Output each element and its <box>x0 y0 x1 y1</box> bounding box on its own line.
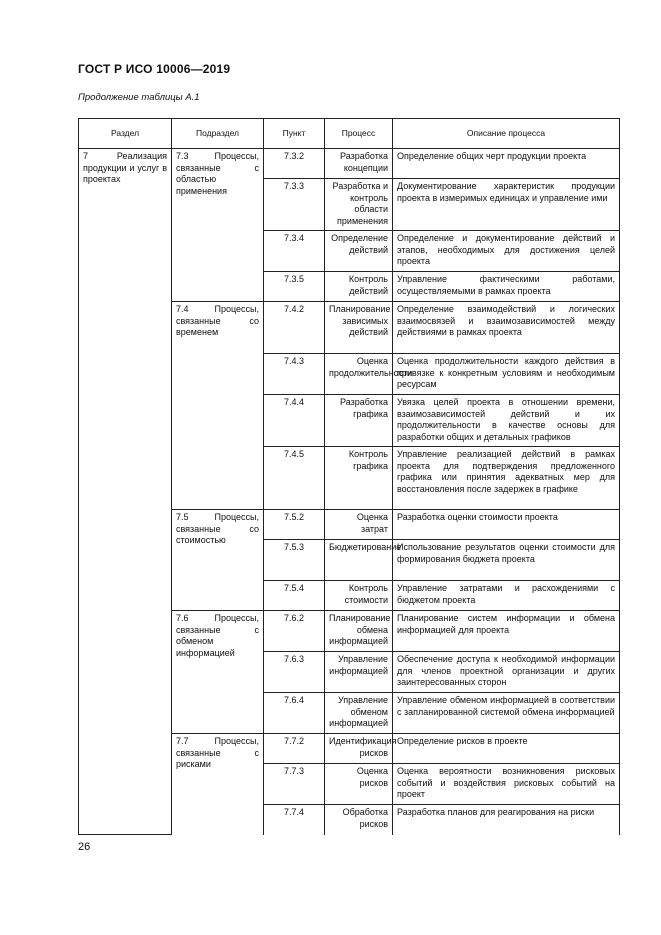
clause-cell: 7.3.2 <box>264 149 325 179</box>
table-caption: Продолжение таблицы А.1 <box>78 92 200 103</box>
process-cell: Планирование обмена информацией <box>325 611 393 652</box>
clause-cell: 7.6.3 <box>264 652 325 693</box>
page-number: 26 <box>78 841 91 853</box>
process-cell: Контроль действий <box>325 272 393 302</box>
clause-cell: 7.5.4 <box>264 581 325 611</box>
description-cell: Использование результатов оценки стоимости для формирования бюджета проекта <box>393 540 620 581</box>
process-cell: Оценка рисков <box>325 764 393 805</box>
process-cell: Планирование зависимых действий <box>325 302 393 354</box>
description-cell: Управление обменом информацией в соответствии с запланированной системой обмена информацией <box>393 693 620 734</box>
process-cell: Определение действий <box>325 231 393 272</box>
description-cell: Управление реализацией действий в рамках проекта для подтверждения предложенного графика или принятия адекватных мер для восстановления после задержек в графике <box>393 447 620 510</box>
description-cell: Оценка вероятности возникновения рисковых событий и воздействия рисковых событий на проект <box>393 764 620 805</box>
description-cell: Оценка продолжительности каждого действия в привязке к конкретным условиям и необходимым ресурсам <box>393 354 620 395</box>
clause-cell: 7.3.4 <box>264 231 325 272</box>
process-cell: Обработка рисков <box>325 805 393 835</box>
description-cell: Определение взаимодействий и логических взаимосвязей и взаимозависимостей между действиями в рамках проекта <box>393 302 620 354</box>
process-cell: Бюджетирование <box>325 540 393 581</box>
column-header-process: Процесс <box>325 119 393 149</box>
description-cell: Определение рисков в проекте <box>393 734 620 764</box>
subsection-cell: 7.3 Процессы, связанные с областью применения <box>172 149 264 302</box>
column-header-section: Раздел <box>79 119 172 149</box>
column-header-description: Описание процесса <box>393 119 620 149</box>
subsection-cell: 7.6 Процессы, связанные с обменом информацией <box>172 611 264 734</box>
column-header-clause: Пункт <box>264 119 325 149</box>
description-cell: Увязка целей проекта в отношении времени, взаимозависимостей действий и их продолжительности в качестве основы для разработки общих и детальных графиков <box>393 395 620 447</box>
clause-cell: 7.3.3 <box>264 179 325 231</box>
process-cell: Оценка продолжительности <box>325 354 393 395</box>
description-cell: Определение и документирование действий и этапов, необходимых для достижения целей проекта <box>393 231 620 272</box>
section-cell: 7 Реализация продукции и услуг в проектах <box>79 149 172 835</box>
document-header: ГОСТ Р ИСО 10006—2019 <box>78 62 231 76</box>
description-cell: Определение общих черт продукции проекта <box>393 149 620 179</box>
description-cell: Планирование систем информации и обмена информацией для проекта <box>393 611 620 652</box>
clause-cell: 7.7.4 <box>264 805 325 835</box>
process-cell: Разработка графика <box>325 395 393 447</box>
clause-cell: 7.7.3 <box>264 764 325 805</box>
column-header-subsection: Подраздел <box>172 119 264 149</box>
process-cell: Оценка затрат <box>325 510 393 540</box>
clause-cell: 7.6.2 <box>264 611 325 652</box>
clause-cell: 7.4.3 <box>264 354 325 395</box>
process-cell: Контроль стоимости <box>325 581 393 611</box>
clause-cell: 7.4.2 <box>264 302 325 354</box>
clause-cell: 7.4.5 <box>264 447 325 510</box>
process-cell: Управление обменом информацией <box>325 693 393 734</box>
subsection-cell: 7.7 Процессы, связанные с рисками <box>172 734 264 835</box>
table-header <box>79 119 620 149</box>
clause-cell: 7.5.2 <box>264 510 325 540</box>
clause-cell: 7.4.4 <box>264 395 325 447</box>
process-cell: Контроль графика <box>325 447 393 510</box>
process-cell: Разработка концепции <box>325 149 393 179</box>
description-cell: Документирование характеристик продукции проекта в измеримых единицах и управление ими <box>393 179 620 231</box>
description-cell: Разработка планов для реагирования на риски <box>393 805 620 835</box>
table-row <box>79 149 620 179</box>
subsection-cell: 7.4 Процессы, связанные со временем <box>172 302 264 510</box>
process-cell: Управление информацией <box>325 652 393 693</box>
process-cell: Идентификация рисков <box>325 734 393 764</box>
description-cell: Разработка оценки стоимости проекта <box>393 510 620 540</box>
description-cell: Управление фактическими работами, осуществляемыми в рамках проекта <box>393 272 620 302</box>
subsection-cell: 7.5 Процессы, связанные со стоимостью <box>172 510 264 611</box>
clause-cell: 7.7.2 <box>264 734 325 764</box>
description-cell: Управление затратами и расхождениями с бюджетом проекта <box>393 581 620 611</box>
clause-cell: 7.3.5 <box>264 272 325 302</box>
clause-cell: 7.6.4 <box>264 693 325 734</box>
process-cell: Разработка и контроль области применения <box>325 179 393 231</box>
clause-cell: 7.5.3 <box>264 540 325 581</box>
description-cell: Обеспечение доступа к необходимой информации для членов проектной организации и других заинтересованных сторон <box>393 652 620 693</box>
processes-table <box>78 118 620 835</box>
